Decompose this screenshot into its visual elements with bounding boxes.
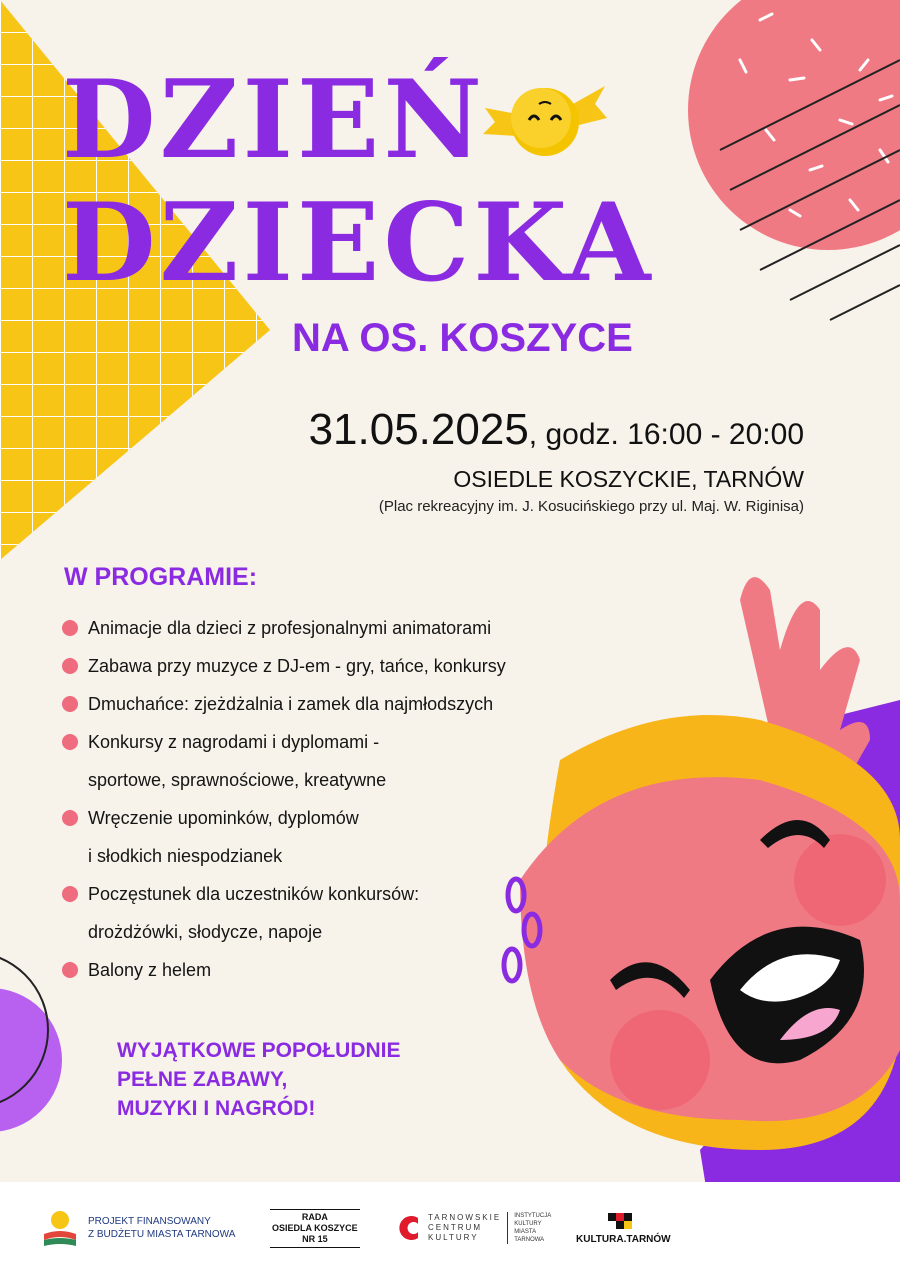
- program-list: [62, 609, 582, 989]
- bullet-dot-icon: [62, 886, 78, 902]
- tck-logo: TARNOWSKIE CENTRUM KULTURY INSTYTUCJA KULTURY MIASTA TARNOWA: [396, 1182, 551, 1274]
- bullet-dot-icon: [62, 734, 78, 750]
- bullet-dot-icon: [62, 620, 78, 636]
- subtitle: NA OS. KOSZYCE: [292, 316, 633, 360]
- program-item: Wręczenie upominków, dyplomów i słodkich niespodzianek: [62, 799, 582, 875]
- closing-message: WYJĄTKOWE POPOŁUDNIE PEŁNE ZABAWY, MUZYKI I NAGRÓD!: [117, 1039, 401, 1120]
- lilac-circle: [0, 952, 62, 1132]
- tarnow-crest-icon: [42, 1208, 78, 1248]
- event-time: , godz. 16:00 - 20:00: [528, 418, 804, 451]
- title-line-2: DZIECKA: [62, 180, 655, 306]
- program-heading: W PROGRAMIE:: [64, 563, 258, 591]
- program-item: Zabawa przy muzyce z DJ-em - gry, tańce, konkursy: [62, 647, 582, 685]
- program-item: Konkursy z nagrodami i dyplomami - sportowe, sprawnościowe, kreatywne: [62, 723, 582, 799]
- program-item: Animacje dla dzieci z profesjonalnymi animatorami: [62, 609, 582, 647]
- title-line-1: DZIEŃ: [62, 57, 487, 183]
- event-location: OSIEDLE KOSZYCKIE, TARNÓW: [453, 466, 804, 492]
- event-datetime: [309, 405, 804, 455]
- program-item: Poczęstunek dla uczestników konkursów: drożdżówki, słodycze, napoje: [62, 875, 582, 951]
- rada-osiedla-logo: RADA OSIEDLA KOSZYCE NR 15: [270, 1182, 360, 1274]
- tarnow-budget-logo: PROJEKT FINANSOWANY Z BUDŻETU MIASTA TARNOWA: [42, 1182, 235, 1274]
- event-location-detail: (Plac rekreacyjny im. J. Kosucińskiego przy ul. Maj. W. Riginisa): [378, 498, 804, 515]
- bullet-dot-icon: [62, 658, 78, 674]
- sponsor-footer: [0, 1182, 900, 1274]
- candy-icon: [483, 86, 607, 156]
- tck-c-icon: [396, 1214, 420, 1242]
- kultura-tarnow-logo: KULTURA.TARNÓW: [576, 1182, 671, 1274]
- bullet-dot-icon: [62, 962, 78, 978]
- event-date: 31.05.2025: [308, 405, 529, 454]
- bullet-dot-icon: [62, 810, 78, 826]
- bullet-dot-icon: [62, 696, 78, 712]
- program-item: Balony z helem: [62, 951, 582, 989]
- program-item: Dmuchańce: zjeżdżalnia i zamek dla najmłodszych: [62, 685, 582, 723]
- pink-sprinkle-circle: [688, 0, 900, 250]
- kultura-pixel-icon: [608, 1211, 638, 1231]
